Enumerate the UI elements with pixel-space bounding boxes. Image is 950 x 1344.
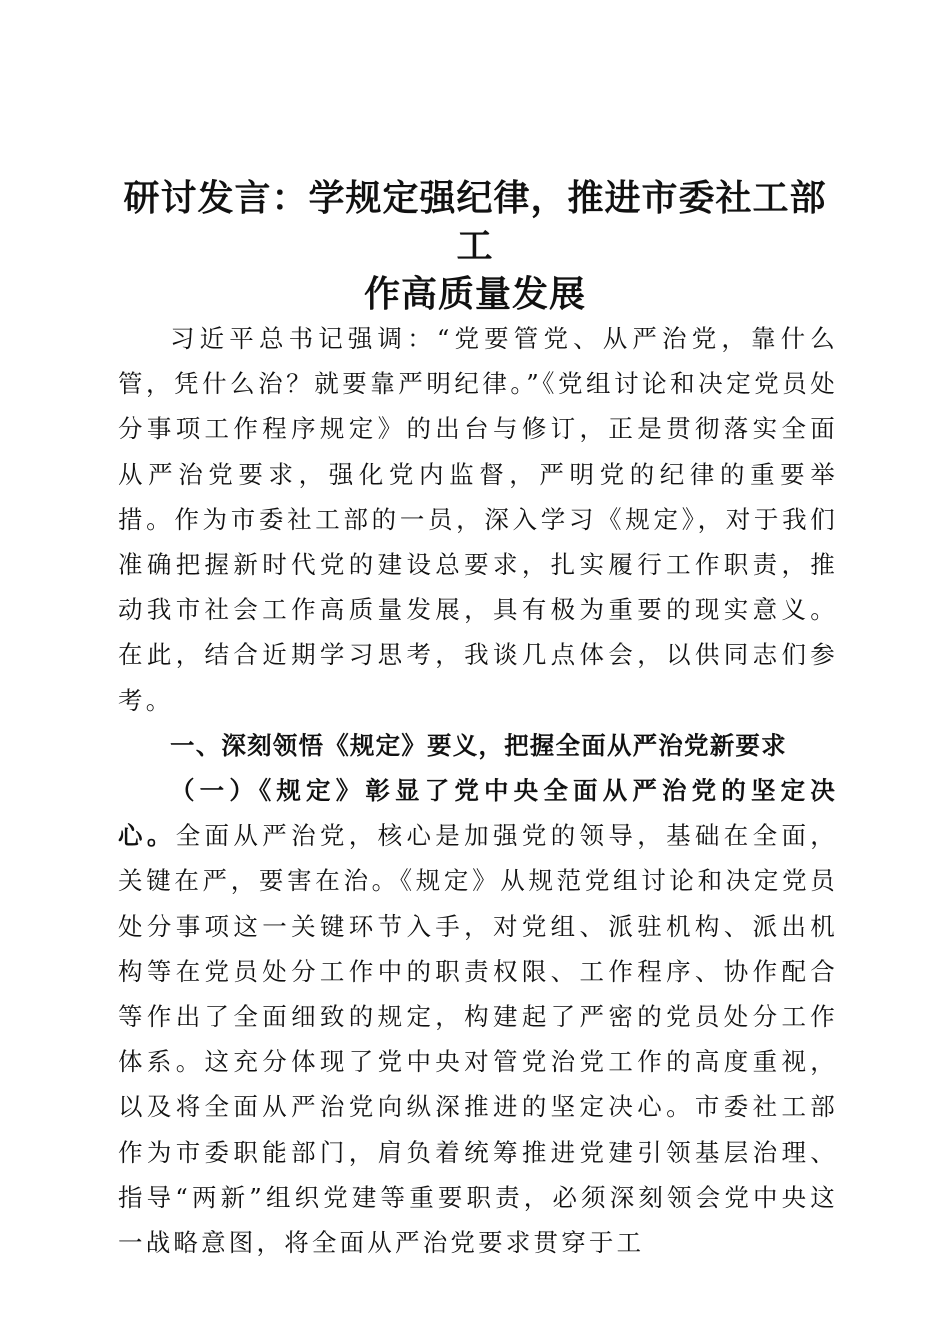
subsection-heading-1: （一）《规定》彰显了党中央全面从严治党的坚定决心。 — [118, 776, 838, 851]
subsection-body: 全面从严治党，核心是加强党的领导，基础在全面，关键在严，要害在治。《规定》从规范党组讨论和决定党员处分事项这一关键环节入手，对党组、派驻机构、派出机构等在党员处分工作中的职责权限、工作程序、协作配合等作出了全面细致的规定，构建起了严密的党员处分工作体系。这充分体现了党中央对管党治党工作的高度重视，以及将全面从严治党向纵深推进的坚定决心。市委社工部作为市委职能部门，肩负着统筹推进党建引领基层治理、指导“两新”组织党建等重要职责，必须深刻领会党中央这一战略意图，将全面从严治党要求贯穿于工 — [118, 821, 838, 1258]
document-body — [118, 316, 838, 1265]
document-title — [110, 174, 840, 318]
intro-paragraph: 习近平总书记强调：“党要管党、从严治党，靠什么管，凭什么治？就要靠严明纪律。”《党组讨论和决定党员处分事项工作程序规定》的出台与修订，正是贯彻落实全面从严治党要求，强化党内监督，严明党的纪律的重要举措。作为市委社工部的一员，深入学习《规定》，对于我们准确把握新时代党的建设总要求，扎实履行工作职责，推动我市社会工作高质量发展，具有极为重要的现实意义。在此，结合近期学习思考，我谈几点体会，以供同志们参考。 — [118, 324, 838, 715]
title-line-1: 研讨发言：学规定强纪律，推进市委社工部工 — [123, 177, 827, 267]
section-heading-1: 一、深刻领悟《规定》要义，把握全面从严治党新要求 — [170, 730, 787, 760]
title-line-2: 作高质量发展 — [363, 273, 586, 315]
subsection-paragraph — [118, 768, 838, 1265]
